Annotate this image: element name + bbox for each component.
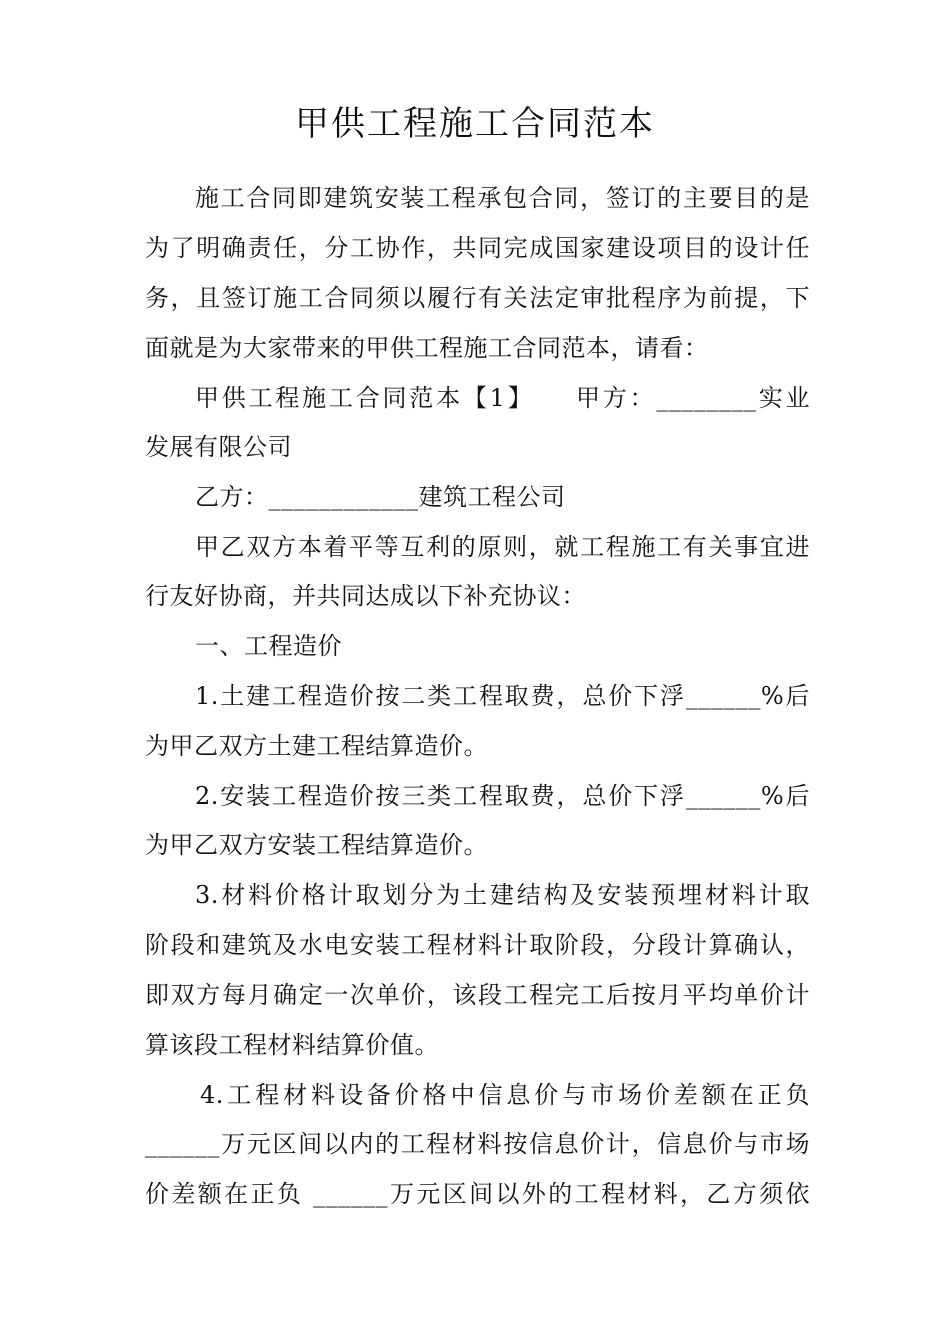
paragraph-line: 3.材料价格计取划分为土建结构及安装预埋材料计取 [195, 881, 810, 909]
paragraph-line: 施工合同即建筑安装工程承包合同，签订的主要目的是 [195, 184, 810, 212]
paragraph-line: 务，且签订施工合同须以履行有关法定审批程序为前提，下 [145, 284, 810, 312]
paragraph-line: 价差额在正负 ______万元区间以外的工程材料，乙方须依 [145, 1180, 810, 1208]
paragraph-line: 为了明确责任，分工协作，共同完成国家建设项目的设计任 [145, 234, 810, 262]
paragraph-line: 阶段和建筑及水电安装工程材料计取阶段，分段计算确认， [145, 931, 810, 959]
section-heading: 一、工程造价 [195, 632, 342, 660]
document-title: 甲供工程施工合同范本 [295, 104, 655, 144]
paragraph-line: 发展有限公司 [145, 433, 292, 461]
paragraph-line: 为甲乙双方安装工程结算造价。 [145, 831, 488, 859]
paragraph-line: 4.工程材料设备价格中信息价与市场价差额在正负 [200, 1081, 810, 1109]
paragraph-line: 算该段工程材料结算价值。 [145, 1031, 439, 1059]
paragraph-line: 甲供工程施工合同范本【1】 甲方：________实业 [195, 384, 810, 412]
paragraph-line: 行友好协商，并共同达成以下补充协议： [145, 582, 586, 610]
paragraph-line: 即双方每月确定一次单价，该段工程完工后按月平均单价计 [145, 981, 810, 1009]
paragraph-line: 甲乙双方本着平等互利的原则，就工程施工有关事宜进 [195, 533, 810, 561]
paragraph-line: 1.土建工程造价按二类工程取费，总价下浮______%后 [195, 682, 810, 710]
paragraph-line: 乙方：____________建筑工程公司 [195, 483, 566, 511]
paragraph-line: ______万元区间以内的工程材料按信息价计，信息价与市场 [145, 1130, 810, 1158]
paragraph-line: 为甲乙双方土建工程结算造价。 [145, 732, 488, 760]
paragraph-line: 2.安装工程造价按三类工程取费，总价下浮______%后 [195, 782, 810, 810]
paragraph-line: 面就是为大家带来的甲供工程施工合同范本，请看： [145, 334, 709, 362]
